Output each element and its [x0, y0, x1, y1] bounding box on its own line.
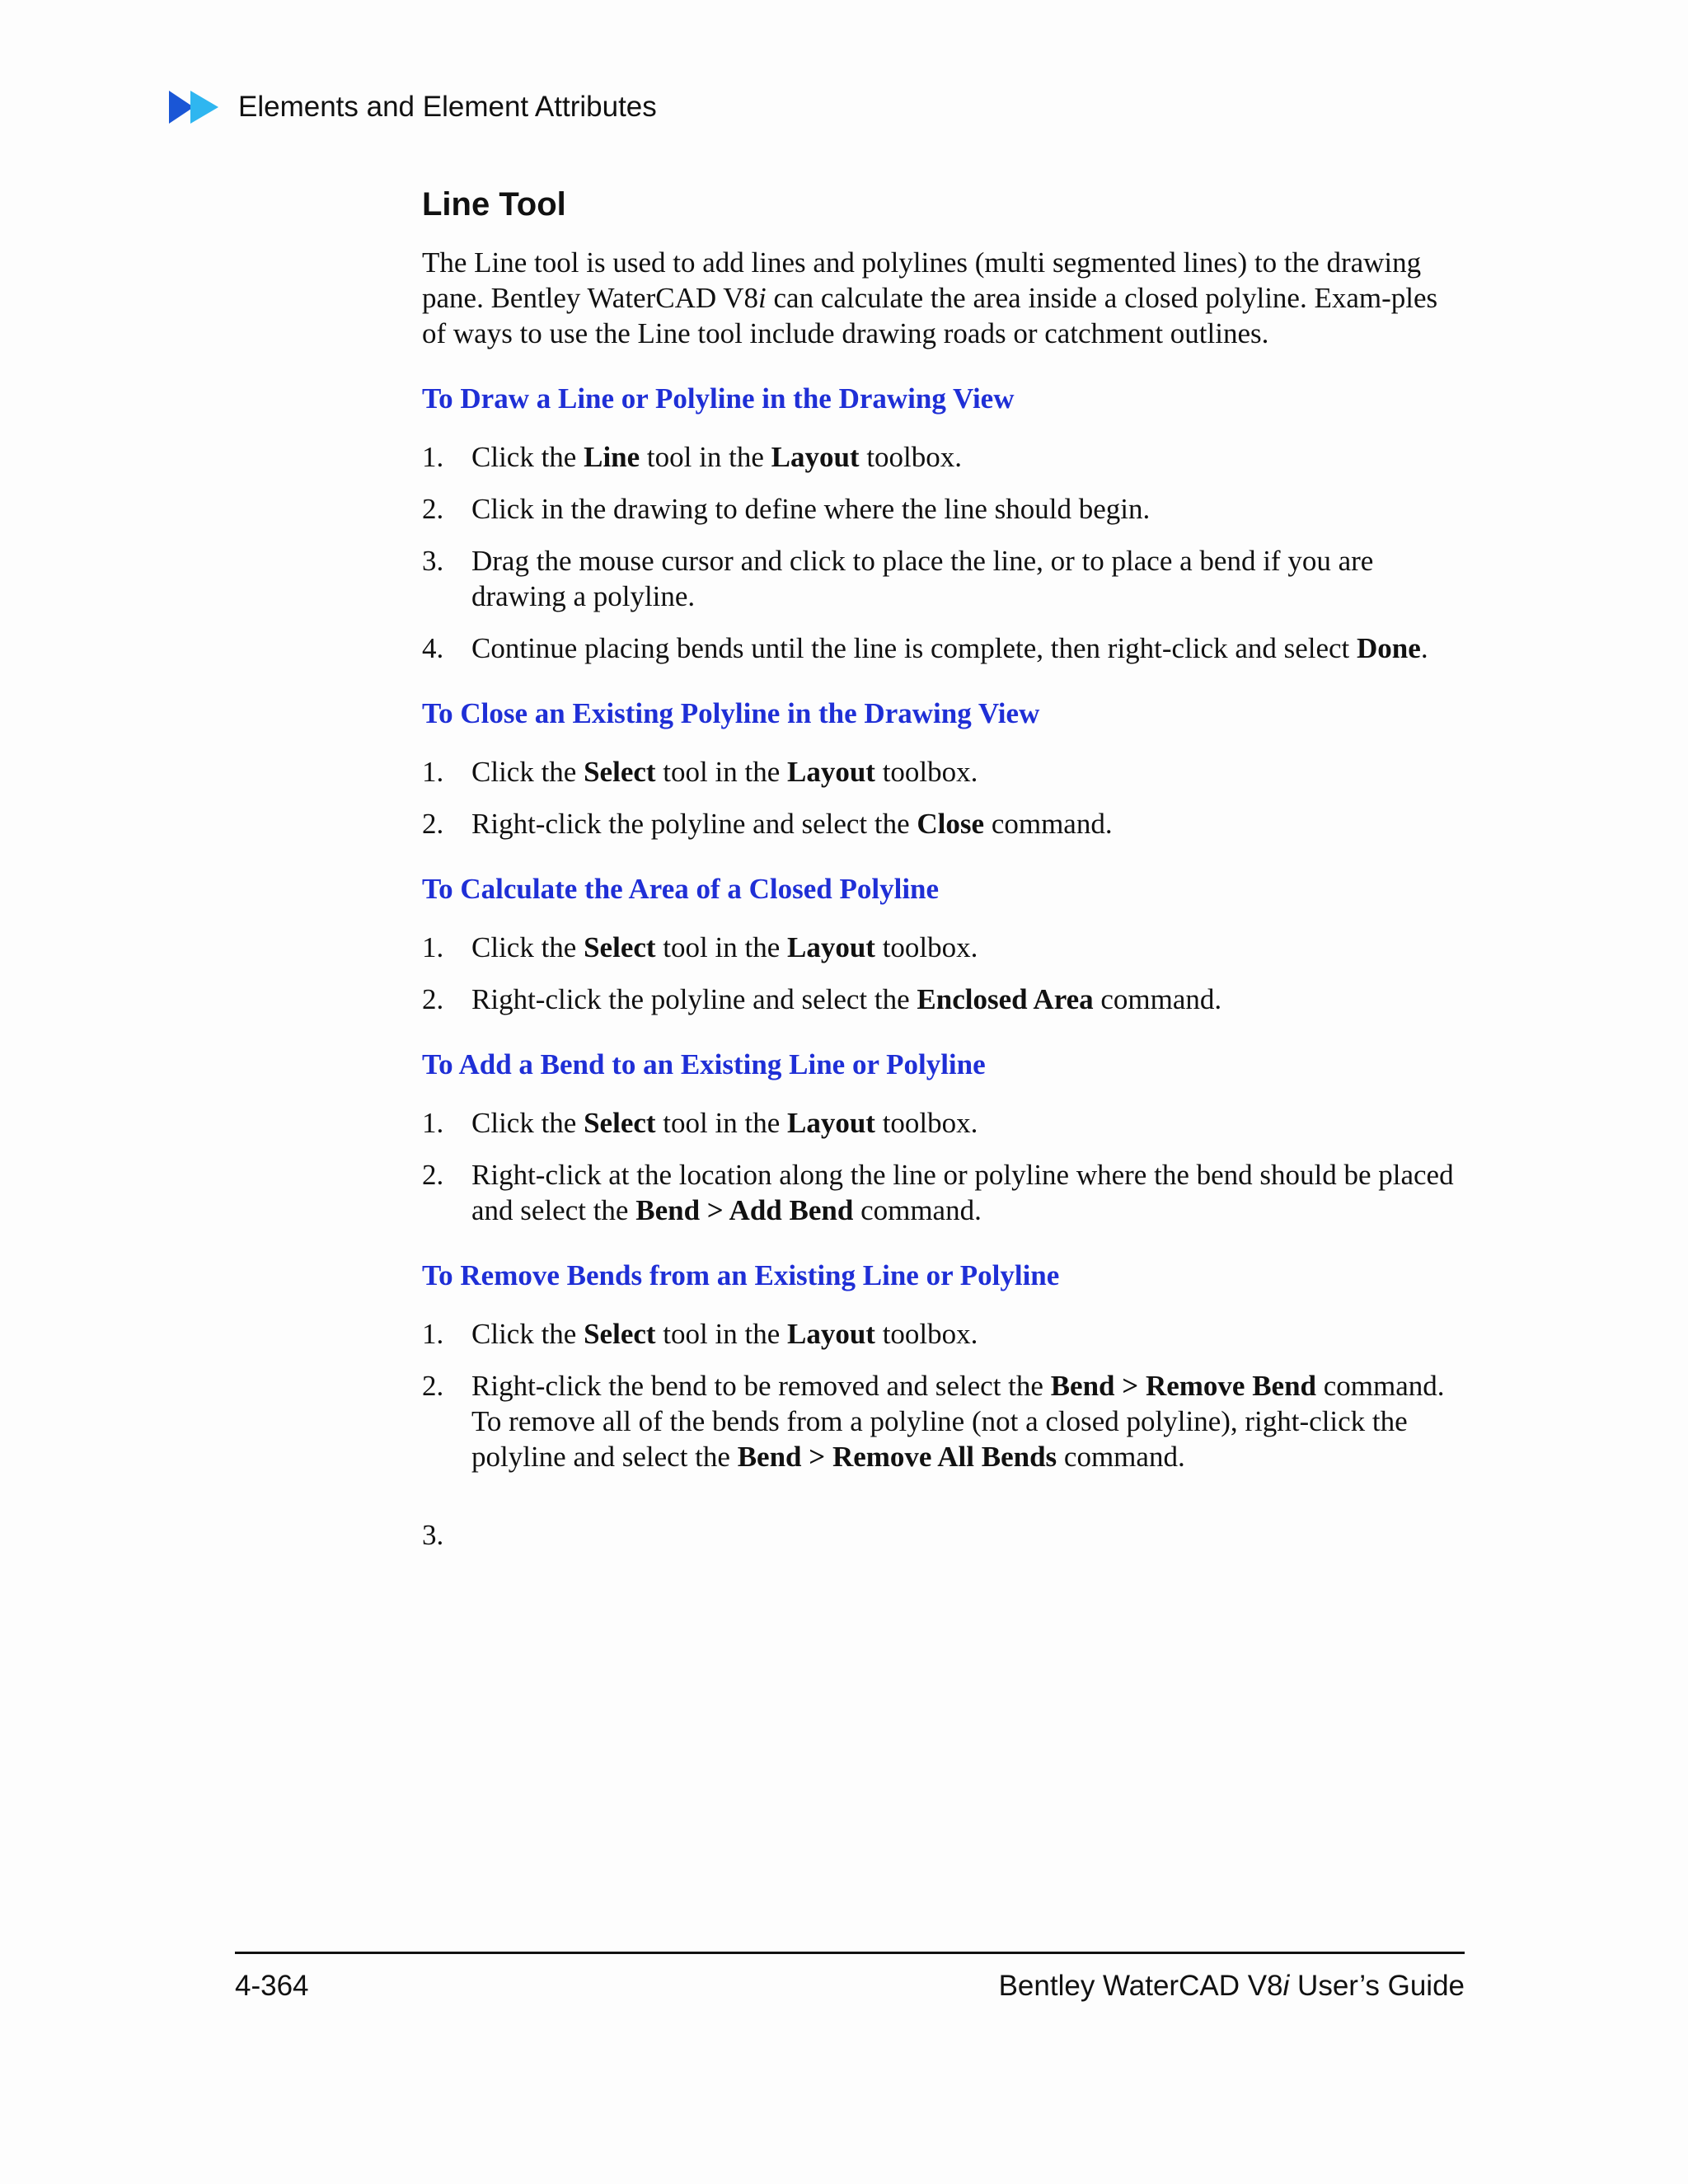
procedure-heading-close: To Close an Existing Polyline in the Drawing View [422, 697, 1040, 729]
procedure-steps-add-bend [422, 1105, 1461, 1228]
step-text: Click the Select tool in the Layout toolbox. [471, 756, 978, 788]
step-text: Click the Select tool in the Layout toolbox. [471, 1107, 978, 1139]
step-item [422, 1368, 1461, 1474]
step-text: Right-click the polyline and select the Enclosed Area command. [471, 983, 1222, 1015]
step-item [422, 806, 1461, 841]
step-item [422, 1316, 1461, 1352]
step-number: 2. [422, 493, 444, 525]
step-item [422, 1157, 1461, 1228]
step-number: 2. [422, 808, 444, 840]
guide-title: Bentley WaterCAD V8i User’s Guide [998, 1970, 1465, 2002]
step-item [422, 491, 1461, 527]
procedure-heading-area: To Calculate the Area of a Closed Polyline [422, 873, 940, 905]
step-text: Click in the drawing to define where the line should begin. [471, 493, 1151, 525]
step-number: 2. [422, 1370, 444, 1402]
procedure-heading-draw: To Draw a Line or Polyline in the Drawing View [422, 382, 1015, 415]
intro-paragraph [422, 245, 1461, 351]
step-number: 1. [422, 1107, 444, 1139]
step-number: 1. [422, 756, 444, 788]
page-number: 4-364 [235, 1970, 309, 2002]
footer-divider [235, 1952, 1465, 1954]
step-number: 4. [422, 632, 444, 664]
step-text: Continue placing bends until the line is complete, then right-click and select Done. [471, 632, 1428, 664]
fast-forward-arrows-icon [169, 87, 222, 127]
procedure-steps-area [422, 930, 1461, 1017]
step-text: Right-click the polyline and select the Close command. [471, 808, 1113, 840]
intro-text-part: The Line tool is used to add lines and polylines (multi segmented lines) to the drawing pane. Bentley WaterCAD V8 [422, 246, 1422, 314]
step-number: 1. [422, 1318, 444, 1350]
procedure-heading-remove-bend: To Remove Bends from an Existing Line or Polyline [422, 1259, 1060, 1291]
step-item [422, 930, 1461, 965]
step-text: Click the Line tool in the Layout toolbox. [471, 441, 963, 473]
empty-step-number: 3. [422, 1519, 444, 1551]
step-number: 1. [422, 931, 444, 963]
procedure-heading-add-bend: To Add a Bend to an Existing Line or Polyline [422, 1048, 986, 1080]
intro-text-part: can calculate the area inside a closed polyline. Exam-ples of ways to use the Line tool include drawing roads or catchment outlines. [422, 282, 1438, 349]
step-item [422, 982, 1461, 1017]
step-item [422, 543, 1461, 614]
page-content [422, 186, 1461, 1553]
chapter-title: Elements and Element Attributes [238, 91, 657, 123]
step-text: Right-click the bend to be removed and select the Bend > Remove Bend command. To remove all of the bends from a polyline (not a closed polyline), right-click the polyline and select the Bend > Remove All Bends command. [471, 1370, 1445, 1473]
step-item [422, 630, 1461, 666]
section-title: Line Tool [422, 186, 566, 223]
procedure-steps-close [422, 754, 1461, 841]
running-header [169, 87, 657, 127]
step-item [422, 754, 1461, 790]
step-number: 2. [422, 983, 444, 1015]
step-text: Drag the mouse cursor and click to place the line, or to place a bend if you are drawing a polyline. [471, 545, 1374, 612]
step-text: Click the Select tool in the Layout toolbox. [471, 931, 978, 963]
procedure-steps-remove-bend [422, 1316, 1461, 1474]
intro-italic-i: i [758, 282, 767, 314]
step-item [422, 1105, 1461, 1141]
step-number: 3. [422, 545, 444, 577]
step-number: 2. [422, 1159, 444, 1191]
step-text: Click the Select tool in the Layout toolbox. [471, 1318, 978, 1350]
step-text: Right-click at the location along the line or polyline where the bend should be placed and select the Bend > Add Bend command. [471, 1159, 1454, 1226]
procedure-steps-draw [422, 439, 1461, 666]
step-item [422, 439, 1461, 475]
step-number: 1. [422, 441, 444, 473]
